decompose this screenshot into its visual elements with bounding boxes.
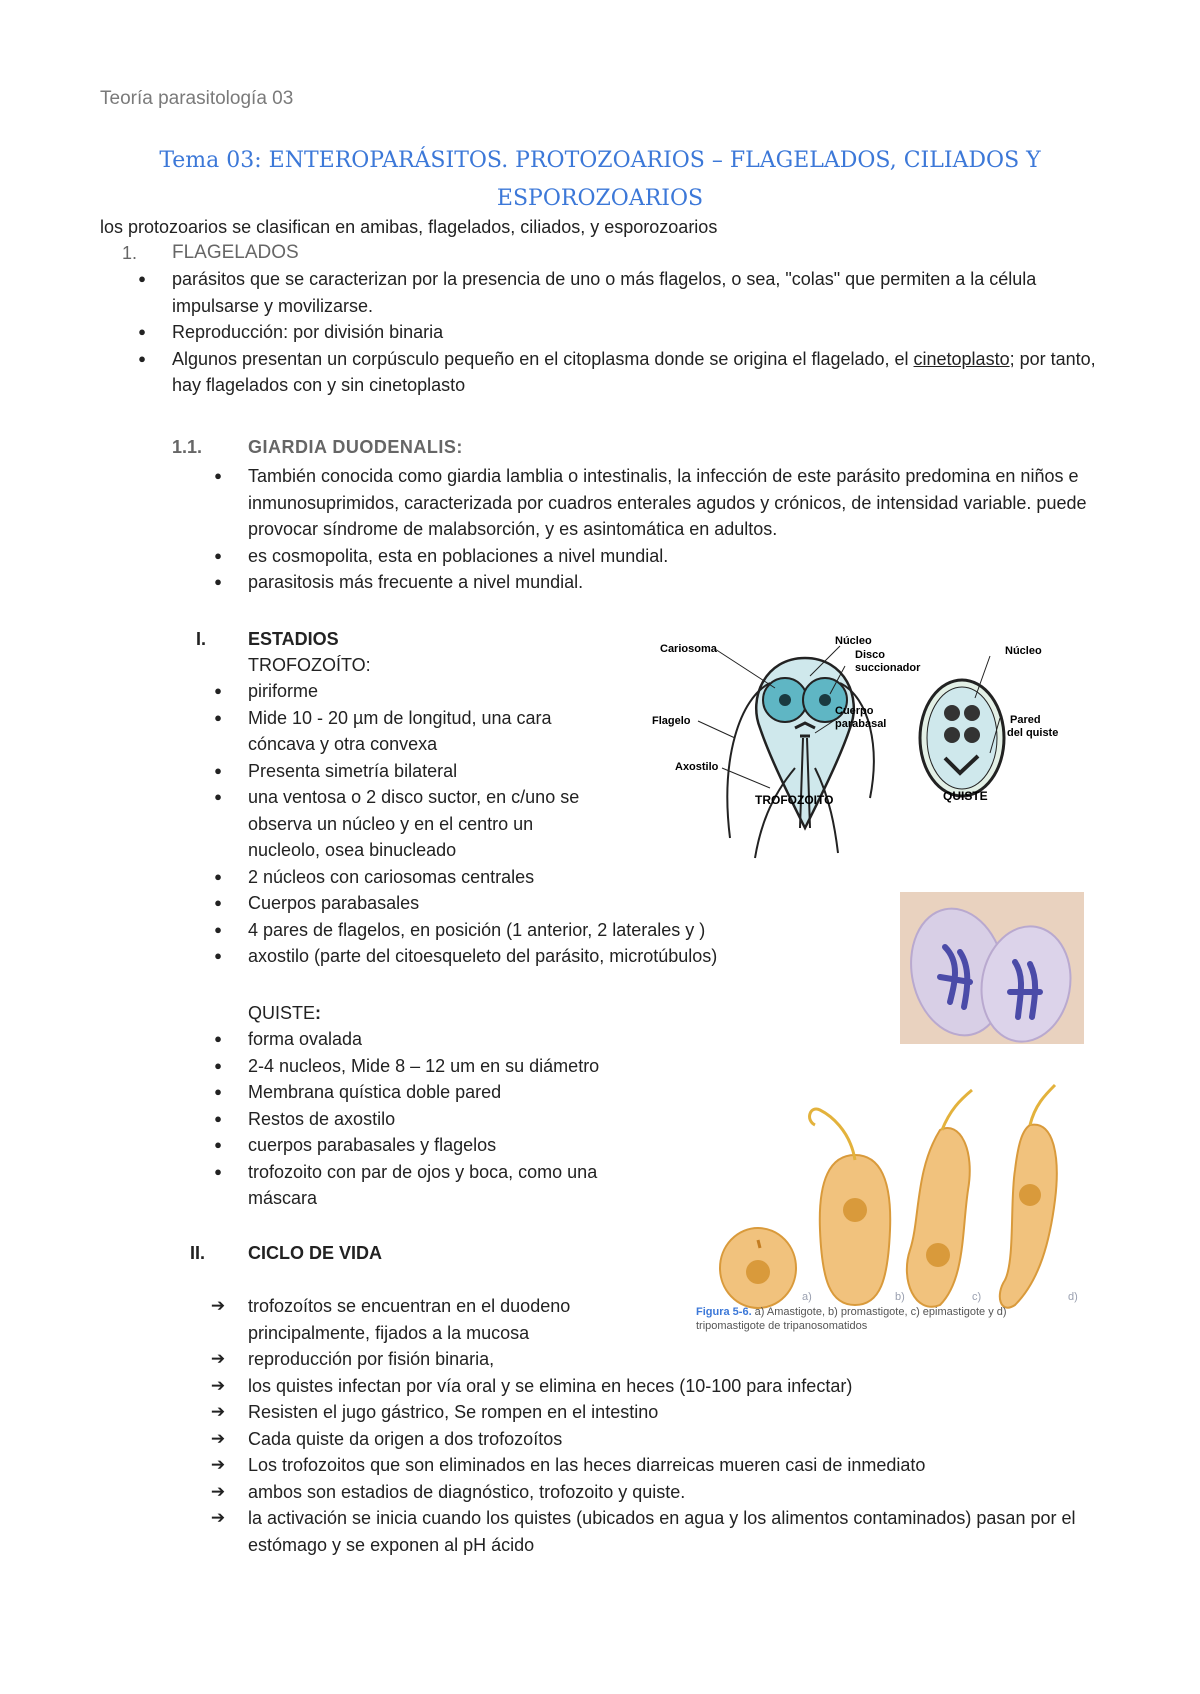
section-1-number: 1.	[122, 243, 138, 263]
label-del-quiste: del quiste	[1007, 727, 1059, 739]
arrow-icon: ➔	[210, 1375, 226, 1395]
bullet-icon: ●	[214, 1031, 222, 1046]
ciclo-heading: CICLO DE VIDA	[248, 1243, 383, 1263]
bullet-icon: ●	[214, 948, 222, 963]
figure-letter-a: a)	[802, 1291, 812, 1303]
bullet-icon: ●	[214, 547, 222, 563]
ciclo-number: II.	[190, 1243, 206, 1263]
figure-letter-d: d)	[1068, 1291, 1078, 1303]
list-item: ● Restos de axostilo	[248, 1106, 648, 1133]
cinetoplasto-term: cinetoplasto	[913, 348, 1010, 369]
list-item: ➔ la activación se inicia cuando los quistes (ubicados en agua y los alimentos contaminados) pasan por el estómago y se exponen al pH ácido	[248, 1505, 1128, 1558]
list-item: ● Mide 10 - 20 µm de longitud, una cara cóncava y otra convexa	[248, 705, 593, 758]
list-item: ● es cosmopolita, esta en poblaciones a nivel mundial.	[248, 543, 1128, 570]
list-item: ➔ los quistes infectan por vía oral y se elimina en heces (10-100 para infectar)	[248, 1373, 1128, 1400]
list-item: ● También conocida como giardia lamblia o intestinalis, la infección de este parásito predomina en niños e inmunosuprimidos, caracterizada por cuadros enterales agudos y crónicos, de intensidad variable. puede provocar síndrome de malabsorción, y es asintomática en adultos.	[248, 463, 1128, 543]
bullet-icon: ●	[214, 468, 222, 483]
bullet-icon: ●	[214, 683, 222, 698]
list-item: ➔ trofozoítos se encuentran en el duodeno principalmente, fijados a la mucosa	[248, 1293, 628, 1346]
bullet-icon: ●	[214, 789, 222, 804]
estadios-number: I.	[196, 629, 207, 649]
bullet-icon: ●	[214, 762, 222, 778]
epimastigote-drawing	[907, 1090, 972, 1307]
giardia-micrograph	[900, 892, 1084, 1044]
list-item: ● parasitosis más frecuente a nivel mundial.	[248, 569, 1128, 596]
tripomastigote-drawing	[1000, 1085, 1057, 1308]
bullet-icon: ●	[214, 1057, 222, 1073]
label-succionador: succionador	[855, 662, 921, 674]
title-line-2: ESPOROZOARIOS	[496, 186, 704, 211]
label-flagelo: Flagelo	[652, 715, 691, 727]
list-item: ● Algunos presentan un corpúsculo pequeño en el citoplasma donde se origina el flagelado, el cinetoplasto; por tanto, hay flagelados con y sin cinetoplasto	[172, 346, 1102, 399]
list-item: ➔ Resisten el jugo gástrico, Se rompen en el intestino	[248, 1399, 1128, 1426]
label-parabasal: parabasal	[835, 718, 887, 730]
list-item: ● 2 núcleos con cariosomas centrales	[248, 864, 868, 891]
list-item: ➔ ambos son estadios de diagnóstico, trofozoito y quiste.	[248, 1479, 1128, 1506]
giardia-diagram	[652, 628, 1100, 876]
figure-caption: Figura 5-6. a) Amastigote, b) promastigote, c) epimastigote y d) tripomastigote de tripanosomatidos	[696, 1306, 1007, 1332]
bullet-icon: ●	[138, 324, 146, 339]
label-nucleo-quiste: Núcleo	[1005, 645, 1042, 657]
list-item: ● trofozoito con par de ojos y boca, como una máscara	[248, 1159, 608, 1212]
label-trofozoito-title: TROFOZOITO	[755, 793, 834, 807]
list-item: ● Reproducción: por división binaria	[172, 319, 1102, 346]
list-item: ➔ Cada quiste da origen a dos trofozoítos	[248, 1426, 1128, 1453]
section-1-list	[138, 266, 1102, 399]
bullet-icon: ●	[214, 1163, 222, 1179]
list-item: ● 4 pares de flagelos, en posición (1 anterior, 2 laterales y )	[248, 917, 868, 944]
label-quiste-title: QUISTE	[943, 789, 988, 803]
arrow-icon: ➔	[210, 1349, 226, 1368]
arrow-icon: ➔	[210, 1402, 226, 1421]
list-item: ➔ reproducción por fisión binaria,	[248, 1346, 1128, 1373]
section-1-1-heading: GIARDIA DUODENALIS:	[248, 437, 463, 457]
quiste-label: QUISTE:	[248, 1003, 322, 1023]
bullet-icon: ●	[138, 350, 146, 366]
trofozoito-drawing	[727, 658, 873, 858]
arrow-icon: ➔	[210, 1296, 226, 1315]
bullet-icon: ●	[214, 868, 222, 884]
list-item: ● forma ovalada	[248, 1026, 648, 1053]
quiste-list	[214, 1026, 648, 1212]
bullet-icon: ●	[214, 921, 222, 937]
label-cuerpo: Cuerpo	[835, 705, 874, 717]
bullet-icon: ●	[214, 1110, 222, 1126]
arrow-icon: ➔	[210, 1508, 226, 1527]
document-header: Teoría parasitología 03	[100, 88, 294, 109]
label-cariosoma: Cariosoma	[660, 643, 717, 655]
list-item: ➔ Los trofozoitos que son eliminados en las heces diarreicas mueren casi de inmediato	[248, 1452, 1128, 1479]
label-axostilo: Axostilo	[675, 761, 719, 773]
list-item: ● parásitos que se caracterizan por la presencia de uno o más flagelos, o sea, "colas" que permiten a la célula impulsarse y movilizarse.	[172, 266, 1102, 319]
arrow-icon: ➔	[210, 1481, 226, 1501]
list-item: ● axostilo (parte del citoesqueleto del parásito, microtúbulos)	[248, 943, 868, 970]
arrow-icon: ➔	[210, 1455, 226, 1474]
quiste-drawing	[920, 680, 1004, 796]
bullet-icon: ●	[214, 709, 222, 725]
label-pared: Pared	[1010, 714, 1041, 726]
section-1-heading: FLAGELADOS	[172, 242, 299, 263]
trofozoito-list	[214, 678, 718, 970]
figure-letter-c: c)	[972, 1291, 982, 1303]
amastigote-drawing	[720, 1228, 796, 1308]
list-item: ● piriforme	[248, 678, 593, 705]
label-nucleo-trofozoito: Núcleo	[835, 635, 872, 647]
bullet-icon: ●	[214, 895, 222, 910]
list-item: ● 2-4 nucleos, Mide 8 – 12 um en su diámetro	[248, 1053, 648, 1080]
list-item: ● Presenta simetría bilateral	[248, 758, 593, 785]
section-1-1-number: 1.1.	[172, 437, 203, 457]
page-title	[100, 142, 1100, 218]
intro-text: los protozoarios se clasifican en amibas, flagelados, ciliados, y esporozoarios	[100, 217, 718, 237]
tripanosomatidos-figure	[710, 1080, 1100, 1340]
bullet-icon: ●	[214, 1084, 222, 1099]
list-item: ● una ventosa o 2 disco suctor, en c/uno se observa un núcleo y en el centro un nucleolo, osea binucleado	[248, 784, 593, 864]
list-item: ● Membrana quística doble pared	[248, 1079, 648, 1106]
list-item: ● Cuerpos parabasales	[248, 890, 868, 917]
list-item: ● cuerpos parabasales y flagelos	[248, 1132, 648, 1159]
arrow-icon: ➔	[210, 1428, 226, 1448]
bullet-icon: ●	[214, 1137, 222, 1152]
trofozoito-label: TROFOZOÍTO:	[248, 655, 371, 675]
label-disco: Disco	[855, 649, 885, 661]
figure-letter-b: b)	[895, 1291, 905, 1303]
giardia-list	[214, 463, 1128, 596]
bullet-icon: ●	[138, 271, 146, 286]
bullet-icon: ●	[214, 574, 222, 589]
title-line-1: Tema 03: ENTEROPARÁSITOS. PROTOZOARIOS – FLAGELADOS, CILIADOS Y	[159, 148, 1041, 173]
estadios-heading: ESTADIOS	[248, 629, 339, 649]
promastigote-drawing	[810, 1109, 891, 1305]
